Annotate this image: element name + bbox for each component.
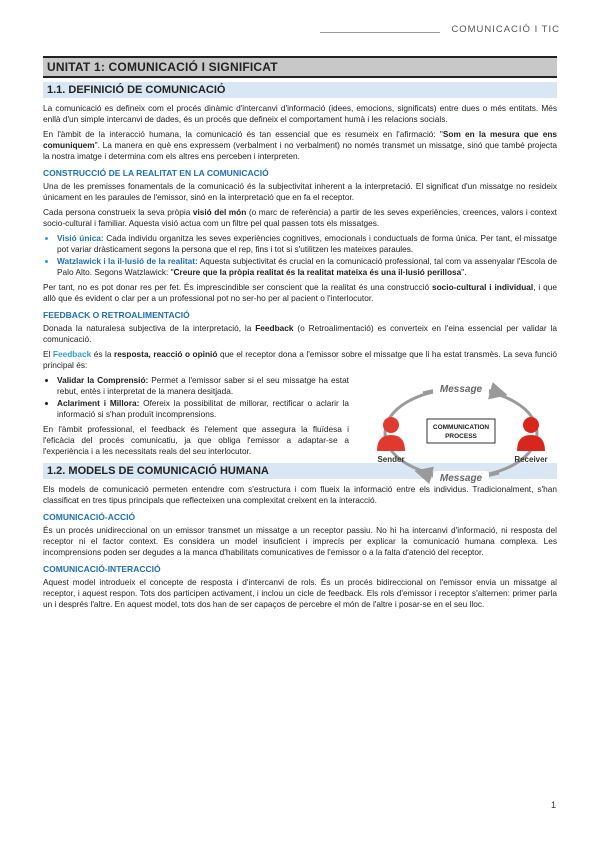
quote-bold: Som en la mesura que ens comuniquem	[43, 129, 558, 150]
receiver-label: Receiver	[514, 455, 548, 464]
feedback-list	[43, 375, 349, 420]
subheading-feedback: FEEDBACK O RETROALIMENTACIÓ	[43, 310, 190, 320]
feedback-paragraph-3: En l'àmbit professional, el feedback és l'element que assegura la fluïdesa i l'eficàcia del procés comunicatiu, ja que obliga l'emissor a adaptar-se a l'experiència i a les necessitats reals del seu interlocutor.	[43, 424, 349, 456]
bottom-message-label: Message	[439, 473, 483, 484]
sender-label: Sender	[377, 455, 405, 464]
s12-paragraph-1: Els models de comunicació permeten entendre com s'estructura i com flueix la informació entre els individus. Tradicionalment, s'han classificat en tres tipus principals que reflecteixen una complexitat creixent en la interacció.	[43, 484, 557, 505]
subheading-construccio: CONSTRUCCIÓ DE LA REALITAT EN LA COMUNICACIÓ	[43, 168, 269, 178]
accio-paragraph: És un procés unidireccional on un emissor transmet un missatge a un receptor passiu. No hi ha intercanvi d'informació, ni resposta del receptor ni el factor context. Es considera un model insuficient i imprecís per explicar la comunicació humana complexa. Les incomprensions poden ser degudes a la manca d'habilitats comunicatives de l'emissor o a la falta d'atenció del receptor.	[43, 525, 557, 557]
header-rule	[320, 32, 440, 33]
list-item: • Validar la Comprensió: Permet a l'emissor saber si el seu missatge ha estat rebut, entès i interpretat de la manera desitjada.	[57, 375, 349, 397]
subheading-accio: COMUNICACIÓ-ACCIÓ	[43, 512, 136, 522]
list-item: • Visió única: Cada individu organitza les seves experiències cognitives, emocionals i conductuals de forma única. Per tant, el missatge pot variar dràsticament segons la persona que el rep, fins i tot si s'utilitzen les mateixes paraules.	[57, 233, 557, 255]
feedback-paragraph-1: Donada la naturalesa subjectiva de la interpretació, la Feedback (o Retroalimentació) es converteix en l'eina essencial per validar la comunicació.	[43, 323, 557, 344]
interaccio-paragraph: Aquest model introdueix el concepte de resposta i d'intercanvi de rols. És un procés bidireccional on l'emissor envia un missatge al receptor, i aquest respon. Tots dos participen activament, i inclou un cicle de feedback. Els rols d'emissor i receptor s'alternen: primer parla un i després l'altre. En aquest model, tots dos han de ser capaços de percebre el món de l'altre i posar-se en el seu lloc.	[43, 577, 557, 609]
page-number: 1	[550, 800, 556, 810]
center-label-line1: COMMUNICATION	[432, 424, 490, 431]
construccio-paragraph-3: Per tant, no es pot donar res per fet. És imprescindible ser conscient que la realitat és una construcció socio-cultural i individual, i que allò que és evident o clar per a un professional pot no ser-ho per al pacient o l'interlocutor.	[43, 282, 557, 303]
s11-paragraph-2: En l'àmbit de la interacció humana, la comunicació és tan essencial que es resumeix en l'afirmació: "Som en la mesura que ens comuniquem". La manera en què ens expressem (verbalment i no verbalment) no només transmet un missatge, sinó que també projecta la nostra imatge i determina com els altres ens perceben i interpreten.	[43, 129, 558, 161]
communication-process-diagram	[363, 379, 559, 487]
feedback-text-column	[43, 375, 349, 457]
list-item: • Watzlawick i la il·lusió de la realitat: Aquesta subjectivitat és crucial en la comunicació professional, tal com va assenyalar l'Escola de Palo Alto. Segons Watzlawick: "Creure que la pròpia realitat és la realitat mateixa és una il·lusió perillosa".	[57, 256, 557, 278]
construccio-list	[43, 233, 557, 278]
section-title-1-1: 1.1. DEFINICIÓ DE COMUNICACIÓ	[43, 82, 557, 98]
sender-figure-icon	[377, 417, 405, 451]
s11-paragraph-1: La comunicació es defineix com el procés dinàmic d'intercanvi d'informació (idees, emocions, significats) entre dues o més entitats. Més enllà d'un simple intercanvi de dades, és un procés que defineix el comportament humà i les relacions socials.	[43, 103, 557, 124]
page-content	[43, 56, 557, 614]
list-item: • Aclariment i Millora: Ofereix la possibilitat de millorar, rectificar o aclarir la informació si s'han produït incomprensions.	[57, 398, 349, 420]
header-title: COMUNICACIÓ I TIC	[451, 24, 560, 35]
subheading-interaccio: COMUNICACIÓ-INTERACCIÓ	[43, 564, 161, 574]
construccio-paragraph-2: Cada persona construeix la seva pròpia visió del món (o marc de referència) a partir de les seves experiències, creences, valors i context socio-cultural i familiar. Aquesta visió actua com un filtre pel qual passen tots els missatges.	[43, 207, 557, 228]
feedback-paragraph-2: El Feedback és la resposta, reacció o opinió que el receptor dona a l'emissor sobre el missatge que li ha estat transmès. La seva funció principal és:	[43, 349, 557, 370]
section-title-1-2: 1.2. MODELS DE COMUNICACIÓ HUMANA	[43, 463, 557, 479]
page-header	[0, 22, 600, 38]
construccio-paragraph-1: Una de les premisses fonamentals de la comunicació és la subjectivitat inherent a la interpretació. El significat d'un missatge no resideix únicament en les paraules de l'emissor, sinó en la interpretació que en fa el receptor.	[43, 181, 557, 202]
top-message-label: Message	[439, 384, 483, 395]
receiver-figure-icon	[517, 417, 545, 451]
unit-title: UNITAT 1: COMUNICACIÓ I SIGNIFICAT	[43, 56, 557, 78]
center-label-line2: PROCESS	[445, 433, 477, 440]
